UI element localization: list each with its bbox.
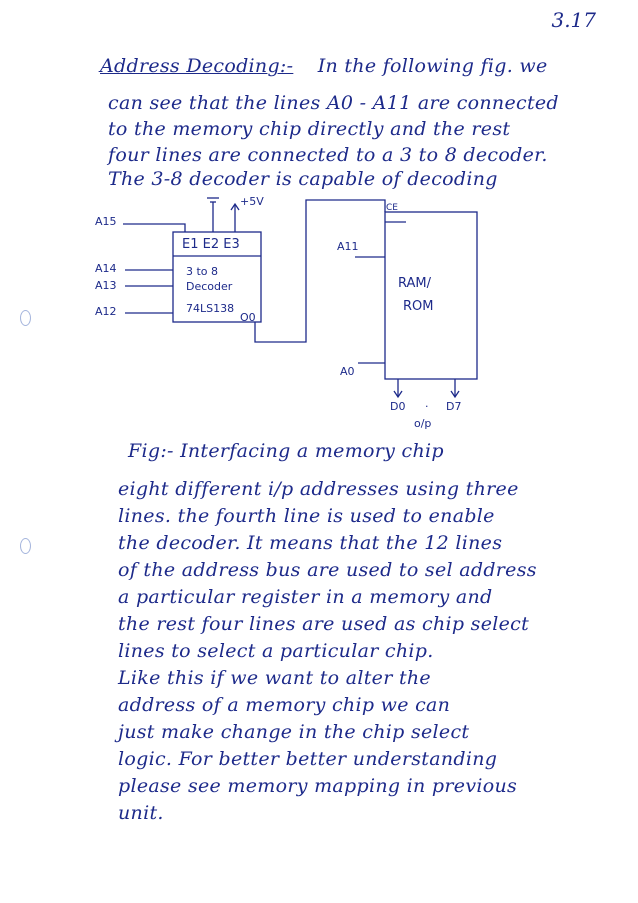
intro-line-3: to the memory chip directly and the rest <box>108 118 511 140</box>
intro-line-2: can see that the lines A0 - A11 are connected <box>108 92 559 114</box>
body-line-10: just make change in the chip select <box>118 721 470 743</box>
label-dot: · <box>425 400 429 413</box>
intro-line-1-text: In the following fig. we <box>317 55 548 77</box>
label-ram: RAM/ <box>398 276 431 291</box>
section-heading: Address Decoding:- <box>100 55 294 77</box>
label-enables: E1 E2 E3 <box>182 237 240 252</box>
label-decoder-name-2: Decoder <box>186 280 233 293</box>
body-line-7: lines to select a particular chip. <box>118 640 434 662</box>
label-a15: A15 <box>95 215 117 228</box>
label-d7: D7 <box>446 400 462 413</box>
intro-line-4: four lines are connected to a 3 to 8 decoder. <box>108 144 548 166</box>
label-d0: D0 <box>390 400 406 413</box>
label-chip-enable: CE <box>386 203 398 213</box>
body-line-6: the rest four lines are used as chip select <box>118 613 530 635</box>
label-a0: A0 <box>340 365 355 378</box>
body-line-8: Like this if we want to alter the <box>118 667 431 689</box>
figure-caption: Fig:- Interfacing a memory chip <box>128 440 444 462</box>
label-rom: ROM <box>403 299 434 314</box>
body-line-5: a particular register in a memory and <box>118 586 493 608</box>
intro-line-5: The 3-8 decoder is capable of decoding <box>108 168 498 190</box>
body-line-12: please see memory mapping in previous <box>118 775 518 797</box>
label-a12: A12 <box>95 305 117 318</box>
label-vcc: +5V <box>240 195 264 208</box>
body-line-13: unit. <box>118 802 164 824</box>
body-line-4: of the address bus are used to sel address <box>118 559 537 581</box>
body-line-3: the decoder. It means that the 12 lines <box>118 532 503 554</box>
body-line-11: logic. For better better understanding <box>118 748 498 770</box>
label-output: o/p <box>414 417 432 430</box>
page-number: 3.17 <box>551 8 596 32</box>
label-decoder-part: 74LS138 <box>186 302 235 315</box>
label-a14: A14 <box>95 262 117 275</box>
label-a11: A11 <box>337 240 359 253</box>
label-decoder-name-1: 3 to 8 <box>186 265 219 278</box>
body-line-1: eight different i/p addresses using three <box>118 478 519 500</box>
label-a13: A13 <box>95 279 117 292</box>
body-line-2: lines. the fourth line is used to enable <box>118 505 495 527</box>
body-line-9: address of a memory chip we can <box>118 694 451 716</box>
label-decoder-output: O0 <box>240 311 256 324</box>
